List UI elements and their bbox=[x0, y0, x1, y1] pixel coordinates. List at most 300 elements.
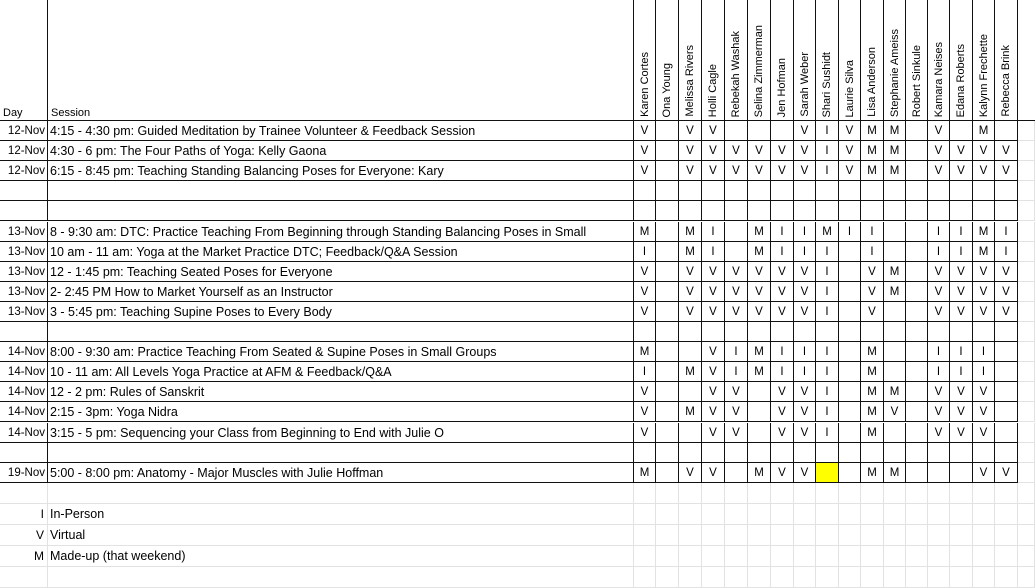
attendance-cell bbox=[973, 181, 995, 201]
grid-blank bbox=[950, 546, 973, 567]
attendance-cell bbox=[906, 201, 928, 221]
person-header bbox=[656, 0, 679, 121]
grid-blank bbox=[928, 483, 950, 504]
attendance-cell: V bbox=[973, 382, 995, 402]
attendance-cell: V bbox=[725, 262, 748, 282]
legend-label: Virtual bbox=[48, 525, 634, 546]
attendance-cell: V bbox=[950, 302, 973, 322]
grid-blank bbox=[771, 504, 794, 525]
row-filler bbox=[1018, 342, 1035, 362]
attendance-cell: M bbox=[861, 382, 884, 402]
grid-blank bbox=[816, 483, 839, 504]
attendance-cell: I bbox=[816, 382, 839, 402]
day-cell: 14-Nov bbox=[0, 342, 48, 362]
attendance-cell: I bbox=[771, 222, 794, 242]
attendance-cell: V bbox=[995, 161, 1018, 181]
person-name: Sarah Weber bbox=[798, 52, 811, 117]
attendance-cell bbox=[771, 121, 794, 141]
attendance-cell bbox=[839, 382, 861, 402]
attendance-cell: V bbox=[634, 141, 656, 161]
attendance-cell: V bbox=[771, 402, 794, 422]
row-filler bbox=[1018, 322, 1035, 342]
grid-blank bbox=[995, 504, 1018, 525]
attendance-cell: V bbox=[950, 423, 973, 443]
grid-blank bbox=[950, 567, 973, 588]
legend-symbol: M bbox=[0, 546, 48, 567]
attendance-cell bbox=[906, 302, 928, 322]
attendance-cell: I bbox=[973, 362, 995, 382]
session-header bbox=[48, 0, 634, 121]
attendance-cell: V bbox=[973, 463, 995, 483]
day-cell: 13-Nov bbox=[0, 302, 48, 322]
attendance-cell: V bbox=[725, 161, 748, 181]
grid-blank bbox=[816, 525, 839, 546]
attendance-cell bbox=[839, 423, 861, 443]
person-name: Karen Cortes bbox=[638, 52, 651, 117]
attendance-cell: M bbox=[861, 362, 884, 382]
attendance-cell bbox=[995, 121, 1018, 141]
attendance-cell bbox=[906, 382, 928, 402]
grid-blank bbox=[794, 567, 816, 588]
attendance-cell bbox=[884, 201, 906, 221]
legend-symbol: V bbox=[0, 525, 48, 546]
attendance-cell bbox=[656, 423, 679, 443]
grid-blank bbox=[861, 567, 884, 588]
grid-blank bbox=[656, 483, 679, 504]
grid-blank bbox=[906, 567, 928, 588]
session-cell: 3 - 5:45 pm: Teaching Supine Poses to Every Body bbox=[48, 302, 634, 322]
attendance-cell bbox=[816, 443, 839, 463]
session-cell: 2- 2:45 PM How to Market Yourself as an Instructor bbox=[48, 282, 634, 302]
attendance-cell: M bbox=[973, 121, 995, 141]
attendance-cell: M bbox=[973, 222, 995, 242]
grid-blank bbox=[906, 546, 928, 567]
attendance-cell bbox=[950, 322, 973, 342]
legend-label: Made-up (that weekend) bbox=[48, 546, 634, 567]
attendance-cell: I bbox=[816, 282, 839, 302]
attendance-cell bbox=[884, 362, 906, 382]
grid-blank bbox=[702, 525, 725, 546]
attendance-cell: I bbox=[861, 242, 884, 262]
attendance-cell: V bbox=[702, 362, 725, 382]
session-cell: 10 am - 11 am: Yoga at the Market Practice DTC; Feedback/Q&A Session bbox=[48, 242, 634, 262]
attendance-cell: V bbox=[725, 423, 748, 443]
attendance-cell: V bbox=[794, 463, 816, 483]
grid-blank bbox=[861, 546, 884, 567]
session-cell: 3:15 - 5 pm: Sequencing your Class from Beginning to End with Julie O bbox=[48, 423, 634, 443]
grid-blank bbox=[0, 483, 48, 504]
attendance-cell bbox=[656, 262, 679, 282]
grid-blank bbox=[794, 546, 816, 567]
attendance-cell: M bbox=[973, 242, 995, 262]
session-header-label: Session bbox=[51, 107, 91, 119]
grid-blank bbox=[48, 483, 634, 504]
attendance-cell: V bbox=[725, 402, 748, 422]
attendance-cell bbox=[725, 121, 748, 141]
attendance-cell: V bbox=[839, 121, 861, 141]
person-name: Rebecca Brink bbox=[1000, 45, 1012, 117]
attendance-cell bbox=[906, 463, 928, 483]
attendance-cell bbox=[702, 201, 725, 221]
attendance-cell bbox=[861, 443, 884, 463]
attendance-cell bbox=[634, 181, 656, 201]
session-cell: 10 - 11 am: All Levels Yoga Practice at AFM & Feedback/Q&A bbox=[48, 362, 634, 382]
attendance-cell bbox=[973, 322, 995, 342]
attendance-cell: M bbox=[861, 402, 884, 422]
attendance-cell bbox=[634, 443, 656, 463]
row-filler bbox=[1018, 222, 1035, 242]
attendance-cell bbox=[995, 443, 1018, 463]
attendance-cell bbox=[656, 342, 679, 362]
attendance-cell: V bbox=[771, 463, 794, 483]
attendance-cell bbox=[950, 201, 973, 221]
attendance-cell bbox=[950, 463, 973, 483]
day-header-label: Day bbox=[3, 107, 23, 119]
attendance-cell: M bbox=[861, 161, 884, 181]
attendance-cell: V bbox=[794, 382, 816, 402]
attendance-cell bbox=[656, 181, 679, 201]
person-name: Robert Sinkule bbox=[910, 44, 923, 117]
attendance-cell bbox=[816, 201, 839, 221]
grid-blank bbox=[0, 567, 48, 588]
person-header bbox=[794, 0, 816, 121]
person-header bbox=[995, 0, 1018, 121]
grid-blank bbox=[906, 504, 928, 525]
grid-blank bbox=[906, 525, 928, 546]
session-cell bbox=[48, 181, 634, 201]
person-name: Ona Young bbox=[661, 62, 673, 117]
attendance-cell bbox=[995, 322, 1018, 342]
attendance-cell: V bbox=[702, 463, 725, 483]
attendance-cell: M bbox=[634, 222, 656, 242]
attendance-cell bbox=[884, 423, 906, 443]
attendance-cell: M bbox=[884, 282, 906, 302]
grid-blank bbox=[656, 567, 679, 588]
grid-blank bbox=[679, 483, 702, 504]
attendance-cell: I bbox=[634, 362, 656, 382]
attendance-cell: I bbox=[816, 362, 839, 382]
attendance-cell: I bbox=[928, 362, 950, 382]
attendance-cell: V bbox=[634, 423, 656, 443]
grid-blank bbox=[950, 525, 973, 546]
person-name: Stephanie Ameiss bbox=[888, 28, 901, 117]
person-header bbox=[725, 0, 748, 121]
attendance-cell: V bbox=[794, 141, 816, 161]
grid-blank bbox=[634, 525, 656, 546]
attendance-cell bbox=[884, 242, 906, 262]
person-header bbox=[634, 0, 656, 121]
attendance-cell: V bbox=[679, 121, 702, 141]
attendance-cell: I bbox=[950, 342, 973, 362]
grid-blank bbox=[839, 483, 861, 504]
grid-blank bbox=[656, 504, 679, 525]
attendance-cell: V bbox=[861, 302, 884, 322]
row-filler bbox=[1018, 423, 1035, 443]
attendance-cell bbox=[906, 423, 928, 443]
session-cell: 6:15 - 8:45 pm: Teaching Standing Balancing Poses for Everyone: Kary bbox=[48, 161, 634, 181]
person-name: Rebekah Washak bbox=[730, 30, 742, 117]
attendance-cell: V bbox=[771, 382, 794, 402]
attendance-cell bbox=[748, 402, 771, 422]
attendance-cell: V bbox=[928, 262, 950, 282]
attendance-cell: V bbox=[679, 141, 702, 161]
attendance-cell bbox=[839, 302, 861, 322]
person-name: Melissa Rivers bbox=[684, 45, 696, 117]
attendance-cell: V bbox=[973, 262, 995, 282]
attendance-cell bbox=[839, 282, 861, 302]
attendance-cell: M bbox=[748, 222, 771, 242]
attendance-cell bbox=[679, 423, 702, 443]
attendance-cell: V bbox=[702, 423, 725, 443]
attendance-cell bbox=[995, 402, 1018, 422]
attendance-cell: I bbox=[794, 222, 816, 242]
attendance-cell: M bbox=[861, 463, 884, 483]
day-cell: 19-Nov bbox=[0, 463, 48, 483]
row-filler bbox=[1018, 181, 1035, 201]
attendance-cell bbox=[973, 443, 995, 463]
attendance-cell: I bbox=[928, 342, 950, 362]
grid-blank bbox=[1018, 483, 1035, 504]
person-header bbox=[702, 0, 725, 121]
day-cell bbox=[0, 181, 48, 201]
attendance-cell: V bbox=[884, 402, 906, 422]
attendance-cell: I bbox=[725, 342, 748, 362]
attendance-cell bbox=[839, 362, 861, 382]
attendance-cell: V bbox=[725, 382, 748, 402]
grid-blank bbox=[1018, 525, 1035, 546]
attendance-cell bbox=[725, 463, 748, 483]
attendance-cell: V bbox=[950, 141, 973, 161]
attendance-cell: V bbox=[995, 302, 1018, 322]
grid-blank bbox=[634, 546, 656, 567]
person-name: Kalynn Frechette bbox=[977, 33, 990, 117]
grid-blank bbox=[702, 546, 725, 567]
attendance-cell bbox=[816, 322, 839, 342]
attendance-cell: V bbox=[973, 402, 995, 422]
attendance-cell bbox=[995, 181, 1018, 201]
day-cell: 13-Nov bbox=[0, 242, 48, 262]
attendance-cell: V bbox=[794, 423, 816, 443]
attendance-cell: M bbox=[861, 423, 884, 443]
attendance-cell: V bbox=[634, 402, 656, 422]
person-header bbox=[950, 0, 973, 121]
attendance-cell bbox=[839, 201, 861, 221]
attendance-cell bbox=[679, 181, 702, 201]
attendance-cell: V bbox=[679, 262, 702, 282]
attendance-cell bbox=[906, 362, 928, 382]
attendance-cell bbox=[906, 121, 928, 141]
attendance-cell: M bbox=[884, 161, 906, 181]
attendance-cell: V bbox=[928, 402, 950, 422]
attendance-cell bbox=[839, 402, 861, 422]
attendance-cell: I bbox=[816, 423, 839, 443]
attendance-cell bbox=[702, 443, 725, 463]
attendance-cell bbox=[725, 443, 748, 463]
grid-blank bbox=[839, 546, 861, 567]
grid-blank bbox=[973, 483, 995, 504]
person-header bbox=[928, 0, 950, 121]
attendance-cell bbox=[656, 362, 679, 382]
attendance-cell bbox=[656, 121, 679, 141]
attendance-cell: V bbox=[748, 262, 771, 282]
attendance-cell: V bbox=[679, 282, 702, 302]
attendance-cell: M bbox=[748, 342, 771, 362]
attendance-cell bbox=[995, 342, 1018, 362]
attendance-cell bbox=[884, 181, 906, 201]
attendance-cell: I bbox=[816, 342, 839, 362]
attendance-cell: I bbox=[816, 141, 839, 161]
grid-blank bbox=[861, 483, 884, 504]
person-name: Edana Roberts bbox=[955, 43, 967, 117]
attendance-cell: V bbox=[928, 382, 950, 402]
grid-blank bbox=[656, 525, 679, 546]
attendance-cell bbox=[995, 201, 1018, 221]
row-filler bbox=[1018, 161, 1035, 181]
attendance-cell: M bbox=[816, 222, 839, 242]
attendance-cell: V bbox=[794, 262, 816, 282]
attendance-cell bbox=[861, 201, 884, 221]
attendance-cell bbox=[725, 242, 748, 262]
attendance-cell bbox=[950, 121, 973, 141]
attendance-cell: V bbox=[973, 161, 995, 181]
attendance-cell: V bbox=[928, 282, 950, 302]
attendance-cell: V bbox=[794, 402, 816, 422]
attendance-cell: I bbox=[973, 342, 995, 362]
attendance-cell bbox=[656, 322, 679, 342]
attendance-cell: M bbox=[884, 121, 906, 141]
attendance-cell bbox=[839, 443, 861, 463]
attendance-cell bbox=[928, 181, 950, 201]
attendance-cell bbox=[906, 402, 928, 422]
grid-blank bbox=[884, 525, 906, 546]
attendance-cell bbox=[748, 423, 771, 443]
grid-blank bbox=[725, 546, 748, 567]
attendance-cell: V bbox=[634, 262, 656, 282]
attendance-cell bbox=[656, 382, 679, 402]
grid-blank bbox=[973, 504, 995, 525]
grid-blank bbox=[679, 567, 702, 588]
attendance-cell bbox=[656, 222, 679, 242]
attendance-cell: V bbox=[634, 382, 656, 402]
attendance-cell: I bbox=[950, 222, 973, 242]
attendance-cell bbox=[950, 181, 973, 201]
attendance-cell bbox=[679, 382, 702, 402]
attendance-cell: I bbox=[995, 242, 1018, 262]
attendance-cell: V bbox=[928, 161, 950, 181]
attendance-cell bbox=[634, 201, 656, 221]
attendance-cell bbox=[950, 443, 973, 463]
attendance-cell: V bbox=[748, 302, 771, 322]
session-cell: 5:00 - 8:00 pm: Anatomy - Major Muscles with Julie Hoffman bbox=[48, 463, 634, 483]
attendance-cell: M bbox=[884, 141, 906, 161]
grid-blank bbox=[1018, 567, 1035, 588]
person-header bbox=[839, 0, 861, 121]
attendance-cell: I bbox=[794, 242, 816, 262]
person-name: Shari Sushidt bbox=[821, 51, 833, 117]
grid-blank bbox=[748, 525, 771, 546]
day-header bbox=[0, 0, 48, 121]
attendance-cell bbox=[839, 181, 861, 201]
attendance-cell bbox=[656, 201, 679, 221]
grid-blank bbox=[679, 546, 702, 567]
attendance-cell bbox=[906, 242, 928, 262]
attendance-cell bbox=[928, 463, 950, 483]
attendance-cell: M bbox=[861, 342, 884, 362]
attendance-cell bbox=[771, 322, 794, 342]
attendance-cell: V bbox=[928, 302, 950, 322]
header-filler bbox=[1018, 0, 1035, 121]
person-header bbox=[906, 0, 928, 121]
grid-blank bbox=[702, 483, 725, 504]
attendance-cell bbox=[702, 181, 725, 201]
attendance-cell: M bbox=[861, 141, 884, 161]
grid-blank bbox=[884, 546, 906, 567]
day-cell: 13-Nov bbox=[0, 282, 48, 302]
attendance-cell bbox=[906, 141, 928, 161]
row-filler bbox=[1018, 242, 1035, 262]
attendance-cell bbox=[839, 262, 861, 282]
attendance-cell: I bbox=[816, 262, 839, 282]
attendance-cell: V bbox=[634, 302, 656, 322]
attendance-cell: M bbox=[748, 242, 771, 262]
attendance-cell bbox=[928, 322, 950, 342]
attendance-cell bbox=[906, 262, 928, 282]
attendance-cell bbox=[906, 282, 928, 302]
attendance-cell: V bbox=[771, 302, 794, 322]
row-filler bbox=[1018, 382, 1035, 402]
row-filler bbox=[1018, 282, 1035, 302]
person-name: Laurie Silva bbox=[843, 59, 856, 117]
attendance-cell bbox=[884, 342, 906, 362]
grid-blank bbox=[634, 567, 656, 588]
grid-blank bbox=[656, 546, 679, 567]
person-name: Selina Zimmerman bbox=[753, 24, 765, 117]
attendance-cell: V bbox=[702, 121, 725, 141]
grid-blank bbox=[725, 525, 748, 546]
attendance-cell: V bbox=[748, 161, 771, 181]
attendance-cell bbox=[839, 463, 861, 483]
legend-label: In-Person bbox=[48, 504, 634, 525]
attendance-cell bbox=[884, 302, 906, 322]
attendance-cell: I bbox=[928, 222, 950, 242]
attendance-cell bbox=[725, 201, 748, 221]
attendance-cell: M bbox=[679, 242, 702, 262]
attendance-cell: I bbox=[771, 362, 794, 382]
session-cell: 8 - 9:30 am: DTC: Practice Teaching From Beginning through Standing Balancing Poses in Small bbox=[48, 222, 634, 242]
attendance-cell bbox=[679, 322, 702, 342]
grid-blank bbox=[995, 546, 1018, 567]
attendance-cell: I bbox=[634, 242, 656, 262]
day-cell bbox=[0, 322, 48, 342]
session-cell: 2:15 - 3pm: Yoga Nidra bbox=[48, 402, 634, 422]
row-filler bbox=[1018, 362, 1035, 382]
grid-blank bbox=[794, 504, 816, 525]
row-filler bbox=[1018, 262, 1035, 282]
attendance-cell: V bbox=[634, 121, 656, 141]
grid-blank bbox=[702, 567, 725, 588]
day-cell bbox=[0, 443, 48, 463]
attendance-cell bbox=[656, 141, 679, 161]
attendance-cell bbox=[748, 201, 771, 221]
session-cell: 12 - 1:45 pm: Teaching Seated Poses for Everyone bbox=[48, 262, 634, 282]
attendance-cell: I bbox=[816, 242, 839, 262]
attendance-cell bbox=[656, 302, 679, 322]
attendance-cell: M bbox=[679, 222, 702, 242]
attendance-cell: I bbox=[861, 222, 884, 242]
attendance-cell: V bbox=[839, 161, 861, 181]
attendance-cell: V bbox=[679, 302, 702, 322]
grid-blank bbox=[816, 546, 839, 567]
